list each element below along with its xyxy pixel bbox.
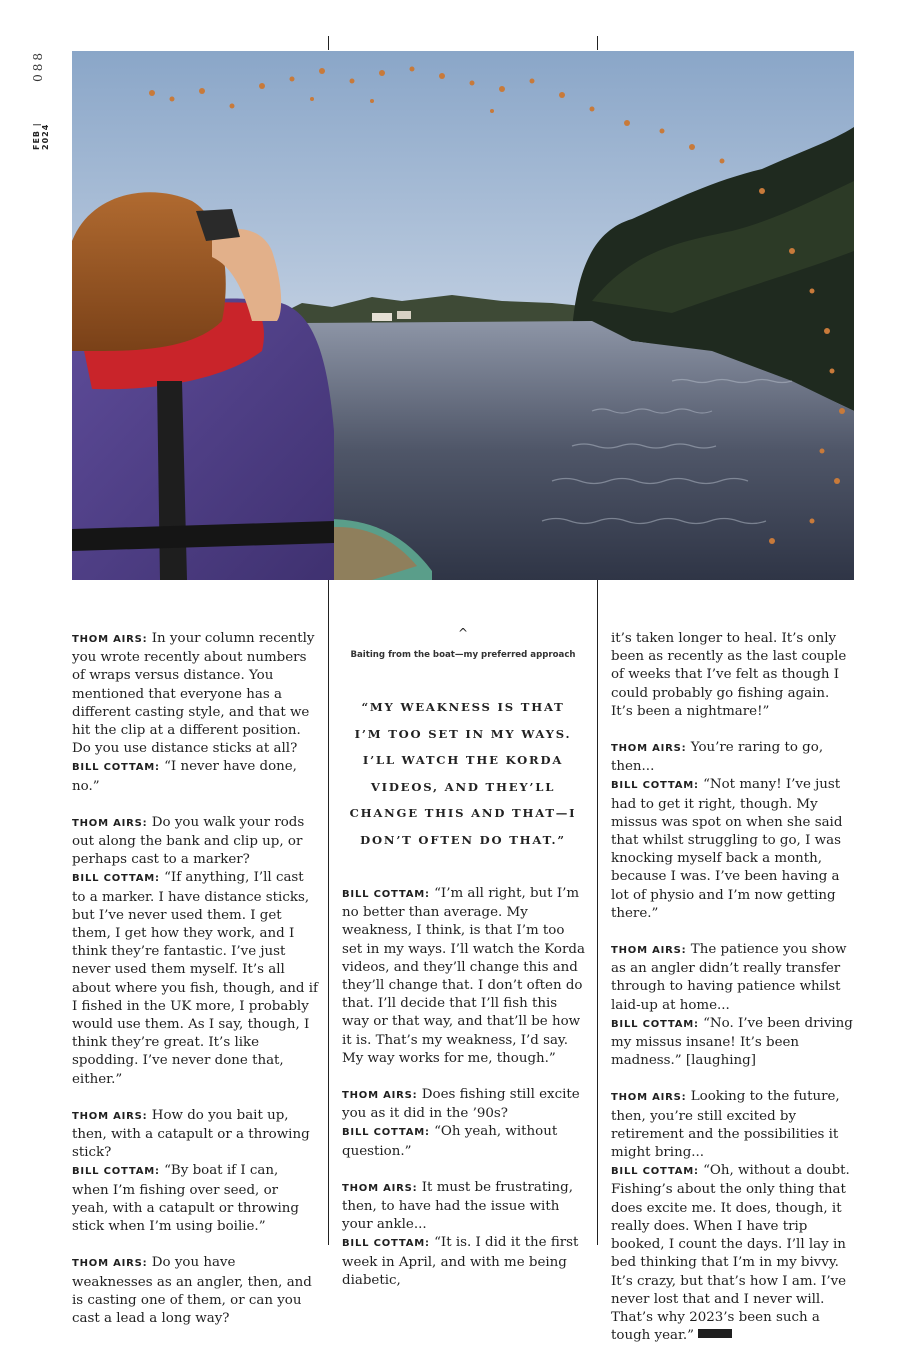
qa-block — [342, 1179, 586, 1290]
interview-text: “Oh yeah, without question.” — [342, 1124, 558, 1159]
interview-text: How do you bait up, then, with a catapult or a throwing stick? — [72, 1107, 310, 1161]
feature-photo — [72, 51, 854, 580]
interview-text: it’s taken longer to heal. It’s only been as recently as the last couple of weeks that I’ve felt as though I could probably go fishing again. It’s been a nightmare!” — [611, 631, 847, 719]
speaker-label: BILL COTTAM: — [342, 1238, 430, 1250]
column-right — [611, 630, 855, 1363]
issue-date: FEB | 2024 — [32, 122, 50, 150]
speaker-label: THOM AIRS: — [611, 1092, 687, 1104]
photo-caption: Baiting from the boat—my preferred approach — [350, 650, 576, 660]
speaker-label: BILL COTTAM: — [611, 1166, 699, 1178]
speaker-label: THOM AIRS: — [72, 1110, 148, 1122]
speaker-label: THOM AIRS: — [611, 743, 687, 755]
column-rule-right — [597, 580, 598, 1245]
interview-text: Looking to the future, then, you’re still excited by retirement and the possibilities it might bring... — [611, 1089, 840, 1161]
speaker-label: BILL COTTAM: — [342, 1127, 430, 1139]
interview-text: Do you walk your rods out along the bank and clip up, or perhaps cast to a marker? — [72, 814, 305, 868]
speaker-label: BILL COTTAM: — [72, 1166, 160, 1178]
qa-block — [72, 1107, 318, 1236]
interview-text: Does fishing still excite you as it did in the ’90s? — [342, 1087, 580, 1122]
carpology-end-mark-icon — [698, 1329, 732, 1338]
column-rule-left — [328, 580, 329, 1245]
interview-text: “If anything, I’ll cast to a marker. I have distance sticks, but I’ve never used them. I get them, I get how they work, and I think they’re fantastic. I’ve just never used them myself. It’s all about where you fish, though, and if I fished in the UK more, I probably would use them. As I say, though, I think they’re great. It’s like spodding. I’ve never done that, either.” — [72, 870, 318, 1087]
interview-text: “I’m all right, but I’m no better than average. My weakness, I think, is that I’m too set in my ways. I’ll watch the Korda videos, and they’ll change this and they’ll change that. I don’t often do that. I’ll decide that I’ll fish this way or that way, and that’ll be how it is. That’s my weakness, I’d say. My way works for me, though.” — [342, 886, 585, 1066]
speaker-label: THOM AIRS: — [342, 1182, 418, 1194]
qa-block — [72, 630, 318, 796]
qa-block — [611, 630, 855, 721]
speaker-label: THOM AIRS: — [72, 1258, 148, 1270]
interview-text: “No. I’ve been driving my missus insane! It’s been madness.” [laughing] — [611, 1015, 853, 1069]
qa-block — [342, 885, 586, 1068]
qa-block — [342, 1086, 586, 1161]
qa-block — [611, 739, 855, 923]
speaker-label: BILL COTTAM: — [611, 1018, 699, 1030]
speaker-label: THOM AIRS: — [342, 1090, 418, 1102]
interview-text: Do you have weaknesses as an angler, then, and is casting one of them, or can you cast a lead a long way? — [72, 1255, 312, 1326]
column-middle — [342, 885, 586, 1308]
column-rule-top-left — [328, 36, 329, 50]
column-left — [72, 630, 318, 1346]
interview-text: “I never have done, no.” — [72, 759, 297, 794]
interview-text: “By boat if I can, when I’m fishing over seed, or yeah, with a catapult or throwing stick when I’m using boilie.” — [72, 1163, 299, 1235]
page-number: 088 — [31, 50, 45, 82]
speaker-label: BILL COTTAM: — [611, 780, 699, 792]
speaker-label: THOM AIRS: — [72, 634, 148, 645]
qa-block — [72, 814, 318, 1089]
interview-text: It must be frustrating, then, to have had the issue with your ankle... — [342, 1179, 574, 1233]
interview-text: The patience you show as an angler didn’t really transfer through to having patience whilst laid-up at home... — [611, 942, 847, 1013]
speaker-label: BILL COTTAM: — [342, 889, 430, 900]
speaker-label: BILL COTTAM: — [72, 873, 160, 885]
speaker-label: BILL COTTAM: — [72, 762, 160, 774]
qa-block — [611, 941, 855, 1070]
interview-text: “Not many! I’ve just had to get it right, though. My missus was spot on when she said that whilst struggling to go, I was knocking myself back a month, because I was. I’ve been having a lot of physio and I’m now getting there.” — [611, 777, 843, 921]
pull-quote: “MY WEAKNESS IS THAT I’M TOO SET IN MY WAYS. I’LL WATCH THE KORDA VIDEOS, AND THEY’LL CHANGE THIS AND THAT—I DON’T OFTEN DO THAT.” — [349, 700, 577, 847]
qa-block — [72, 1254, 318, 1328]
lake-boat-illustration — [72, 51, 854, 580]
column-rule-top-right — [597, 36, 598, 50]
interview-text: “It is. I did it the first week in April, and with me being diabetic, — [342, 1235, 579, 1288]
interview-text: In your column recently you wrote recently about numbers of wraps versus distance. You mentioned that everyone has a different casting style, and that we hit the clip at a different position. Do you use distance sticks at all? — [72, 631, 315, 757]
interview-text: You’re raring to go, then... — [611, 740, 824, 775]
speaker-label: THOM AIRS: — [611, 945, 687, 957]
caption-marker: ^ — [457, 626, 469, 640]
folio — [22, 50, 52, 150]
speaker-label: THOM AIRS: — [72, 817, 148, 829]
interview-text: “Oh, without a doubt. Fishing’s about the only thing that does excite me. It does, though, it really does. When I have trip booked, I count the days. I’ll lay in bed thinking that I’m in my bivvy. It’s crazy, but that’s how I am. I’ve never lost that and I never will. That’s why 2023’s been such a tough year.” — [611, 1163, 850, 1344]
qa-block — [611, 1088, 855, 1345]
